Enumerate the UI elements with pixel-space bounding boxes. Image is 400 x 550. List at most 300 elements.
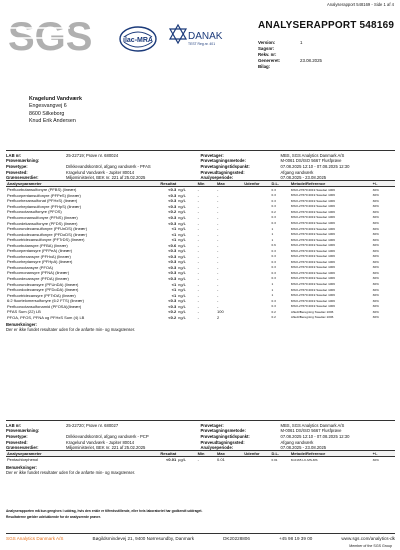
- info-label: LAB nr:: [6, 422, 22, 428]
- table-cell: ng/L: [178, 259, 186, 265]
- table-cell: <0.3: [168, 264, 177, 270]
- column-header: Analyseparameter: [6, 451, 146, 457]
- table-cell: -: [197, 309, 199, 315]
- remarks-text: Der er ikke fundet resultater uden for de anførte min- og maxgrænser.: [6, 469, 136, 475]
- table-cell: -: [197, 253, 199, 259]
- info-row: [201, 445, 396, 451]
- table-cell: 30%: [372, 315, 379, 320]
- table-cell: Perfluordekansulfonyre (PFDS) (lineær): [7, 220, 78, 226]
- table-cell: -: [217, 298, 219, 304]
- table-cell: ng/L: [178, 209, 186, 215]
- table-cell: MSO-27670:2019 Swedac 1006: [290, 248, 335, 253]
- table-cell: <1: [171, 231, 177, 237]
- info-label: Prøveudtagningssted:: [200, 169, 245, 175]
- table-cell: Afledt/Beregning Swedac 1006: [290, 309, 334, 314]
- table-cell: 0.3: [271, 270, 276, 275]
- table-cell: 30%: [372, 204, 379, 209]
- table-cell: -: [197, 275, 199, 281]
- info-label: Prøvetagningsmetode:: [200, 158, 246, 164]
- info-label: Prøvested:: [6, 169, 28, 175]
- danak-logo: [166, 25, 224, 55]
- table-cell: <0.3: [168, 248, 177, 254]
- sample-section-2: [6, 420, 395, 475]
- table-cell: MSO-27670:2019 Swedac 1006: [290, 282, 335, 287]
- table-cell: ng/L: [178, 309, 186, 315]
- info-value: Drikkevandskontrol, afgang vandværk - PCP: [66, 433, 149, 439]
- table-cell: -: [197, 242, 199, 248]
- table-cell: -: [197, 287, 199, 293]
- table-cell: 1: [271, 226, 274, 231]
- info-label: Prøvetagningstidspunkt:: [200, 433, 250, 439]
- table-cell: MSO-27670:2019 Swedac 1006: [290, 270, 335, 275]
- info-value: Kragelund Vandværk - Jupiter 80014: [66, 169, 135, 175]
- info-row: [201, 175, 396, 181]
- table-cell: Perfluoroctansulfonamid (PFOSA)(lineær): [7, 303, 82, 309]
- table-cell: <1: [171, 226, 177, 232]
- table-cell: MSO-27670:2019 Swedac 1006: [290, 221, 335, 226]
- address-line: 8600 Silkeborg: [29, 110, 65, 117]
- danak-logo-text: DANAK: [188, 31, 223, 42]
- table-cell: -: [217, 220, 219, 226]
- table-cell: [243, 315, 270, 321]
- column-header: +/-: [372, 181, 395, 187]
- table-cell: ng/L: [178, 292, 186, 298]
- table-cell: <0.3: [168, 198, 177, 204]
- info-value: 07.08.2025 12:10 - 07.08.2025 12:30: [280, 433, 350, 439]
- table-cell: -: [217, 226, 219, 232]
- table-cell: -: [197, 237, 199, 243]
- info-value: Miljøministeriet, BEK nr. 221 af 25.02.2025: [66, 175, 146, 181]
- table-cell: 30%: [372, 198, 379, 203]
- meta-label: Rekv. nr:: [258, 51, 277, 57]
- table-cell: 30%: [372, 193, 379, 198]
- meta-value: 1: [300, 39, 303, 45]
- table-cell: 30%: [372, 237, 379, 242]
- column-header: Max: [216, 181, 243, 187]
- info-label: Grænseværdier:: [6, 175, 39, 181]
- table-cell: -: [217, 237, 219, 243]
- ilac-mra-logo: [118, 25, 158, 57]
- table-cell: <0.3: [168, 303, 177, 309]
- footer-address: Bøgildsmindevej 21, 9400 Nørresundby, Danmark: [92, 535, 195, 541]
- sample-info: [6, 150, 395, 180]
- table-cell: <0.2: [168, 309, 177, 315]
- footer-web[interactable]: www.sgs.com/analytics-dk: [341, 535, 395, 541]
- remarks-title: Bemærkninger:: [6, 464, 37, 470]
- table-cell: Perfluortridecansyre (PFTrDA) (lineær): [7, 292, 76, 298]
- table-cell: Perfluordecansyre (PFDA) (lineær): [7, 275, 69, 281]
- table-cell: ng/L: [178, 220, 186, 226]
- table-cell: MSO-27670:2019 Swedac 1006: [290, 276, 335, 281]
- sgs-logo-text: SGS: [8, 15, 93, 59]
- table-cell: ng/L: [178, 287, 186, 293]
- table-cell: MSO-27670:2019 Swedac 1006: [290, 298, 335, 303]
- address-line: Engesvangvej 6: [29, 103, 67, 110]
- table-cell: 0.3: [271, 248, 276, 253]
- table-cell: <1: [171, 237, 177, 243]
- table-cell: -: [197, 226, 199, 232]
- table-cell: ng/L: [178, 198, 186, 204]
- column-header: +/-: [372, 451, 395, 457]
- table-cell: ng/L: [178, 275, 186, 281]
- table-cell: <0.01: [166, 457, 177, 463]
- table-cell: -: [197, 314, 199, 320]
- info-label: Prøvetype:: [6, 433, 28, 439]
- table-cell: -: [197, 248, 199, 254]
- table-cell: PFOA, PFOS, PFNA og PFHxS Sum (4) LB: [7, 314, 85, 320]
- table-cell: 2: [217, 314, 220, 320]
- table-cell: <0.3: [168, 253, 177, 259]
- info-value: 07.08.2025 - 23.08.2025: [280, 445, 327, 451]
- table-cell: Perfluordodecansyre (PFDoDA) (lineær): [7, 287, 79, 293]
- table-cell: <0.3: [168, 270, 177, 276]
- table-cell: ng/L: [178, 281, 186, 287]
- column-header: Metode/Reference: [290, 451, 372, 457]
- table-cell: <1: [171, 281, 177, 287]
- table-cell: µg/L: [178, 457, 187, 463]
- info-label: Grænseværdier:: [6, 445, 39, 451]
- table-row: [6, 457, 395, 463]
- info-label: Prøvested:: [6, 439, 28, 445]
- meta-label: Bilag:: [258, 64, 271, 70]
- table-cell: Perfluornonansulfonyre (PFNS) (lineær): [7, 214, 78, 220]
- table-cell: ng/L: [178, 237, 186, 243]
- footer-cvr: DK20228806: [223, 535, 250, 541]
- info-value: Miljøministeriet, BEK nr. 221 af 25.02.2025: [66, 445, 146, 451]
- table-cell: -: [197, 264, 199, 270]
- table-cell: <1: [171, 287, 177, 293]
- info-label: Prøvemærkning:: [6, 158, 40, 164]
- footnote: Resultaterne gælder udelukkende for de analyserede prøver.: [6, 514, 101, 519]
- table-cell: MSO-27670:2019 Swedac 1006: [290, 287, 335, 292]
- danak-logo-subtext: TEST Reg.nr. 401: [188, 42, 216, 46]
- table-cell: Perfluoroctansyre (PFOA): [7, 264, 54, 270]
- table-cell: -: [217, 214, 219, 220]
- report-title: ANALYSERAPPORT 548169: [258, 20, 395, 31]
- table-cell: <0.3: [168, 203, 177, 209]
- table-cell: -: [217, 248, 219, 254]
- table-cell: <0.3: [168, 192, 177, 198]
- table-cell: Afledt/Beregning Swedac 1006: [290, 315, 334, 320]
- table-cell: ng/L: [178, 242, 186, 248]
- table-cell: <0.3: [168, 259, 177, 265]
- table-cell: ng/L: [178, 270, 186, 276]
- table-cell: MSO-27670:2019 Swedac 1006: [290, 198, 335, 203]
- table-cell: MSO-27670:2019 Swedac 1006: [290, 254, 335, 259]
- table-cell: 30%: [372, 254, 379, 259]
- table-cell: -: [197, 259, 199, 265]
- table-cell: PFAS Sum (22) LB: [7, 309, 41, 315]
- table-cell: MSO-27670:2019 Swedac 1006: [290, 232, 335, 237]
- table-cell: 1: [271, 293, 274, 298]
- table-cell: Perfluorheptansyre (PFHpA) (lineær): [7, 259, 73, 265]
- table-cell: ng/L: [178, 214, 186, 220]
- table-cell: -: [217, 264, 219, 270]
- info-label: Prøveudtagningssted:: [200, 439, 245, 445]
- sgs-logo: [8, 14, 93, 60]
- table-cell: <0.6: [168, 242, 177, 248]
- meta-row: [258, 64, 322, 70]
- info-label: Prøvetager:: [200, 152, 224, 158]
- meta-label: Version:: [258, 39, 276, 45]
- remarks: [6, 465, 395, 475]
- table-cell: 0.01: [271, 457, 278, 462]
- table-cell: MSO-27670:2019 Swedac 1006: [290, 226, 335, 231]
- meta-label: Genereret:: [258, 58, 281, 64]
- table-cell: 0.3: [271, 304, 276, 309]
- table-cell: 100: [217, 309, 224, 315]
- table-cell: 0.3: [271, 193, 276, 198]
- table-cell: 0.01: [217, 457, 225, 463]
- table-cell: -: [197, 231, 199, 237]
- table-cell: 30%: [372, 221, 379, 226]
- info-value: 25-22719; Prøve nr. 680024: [66, 152, 119, 158]
- member-of-sgs: Member of the SGS Group: [349, 544, 392, 548]
- table-cell: -: [217, 192, 219, 198]
- info-label: Prøvetype:: [6, 163, 28, 169]
- table-cell: Perfluorheptansulfonyre (PFHpS) (lineær): [7, 203, 82, 209]
- table-cell: 30%: [372, 309, 379, 314]
- table-cell: -: [197, 303, 199, 309]
- table-cell: 30%: [372, 265, 379, 270]
- table-cell: <0.3: [168, 214, 177, 220]
- table-cell: <0.2: [168, 209, 177, 215]
- info-value: 07.08.2025 12:10 - 07.08.2025 12:30: [280, 163, 350, 169]
- column-header: Udenfor: [243, 451, 270, 457]
- table-cell: 0.3: [271, 259, 276, 264]
- table-cell: Perfluorpentansyre (PFPeA) (lineær): [7, 248, 73, 254]
- table-cell: -: [217, 209, 219, 215]
- table-cell: 30%: [372, 298, 379, 303]
- remarks: [6, 322, 395, 332]
- ilac-logo-text: ilac-MRA: [123, 37, 153, 44]
- table-cell: -: [217, 287, 219, 293]
- info-value: 07.08.2025 - 23.08.2025: [280, 175, 327, 181]
- table-cell: -: [197, 270, 199, 276]
- info-value: MBS, SGS Analytics Danmark A/S: [280, 422, 345, 428]
- table-cell: 0.3: [271, 187, 276, 192]
- table-cell: -: [197, 457, 199, 463]
- recipient-name: Kragelund Vandværk: [29, 96, 82, 102]
- table-cell: ng/L: [178, 187, 186, 193]
- table-cell: -: [197, 209, 199, 215]
- table-cell: MSO-27670:2019 Swedac 1006: [290, 243, 335, 248]
- table-cell: 0.2: [271, 309, 276, 314]
- column-header: Max: [216, 451, 243, 457]
- table-cell: <0.3: [168, 298, 177, 304]
- page-footer: [6, 533, 395, 541]
- table-cell: -: [197, 281, 199, 287]
- meta-value: 23.08.2025: [300, 58, 322, 64]
- table-cell: -: [217, 270, 219, 276]
- table-cell: 0.3: [271, 204, 276, 209]
- table-cell: MSO-27670:2019 Swedac 1006: [290, 259, 335, 264]
- table-cell: ng/L: [178, 203, 186, 209]
- column-header: Min: [197, 181, 216, 187]
- table-cell: 30%: [372, 248, 379, 253]
- table-cell: 0.3: [271, 215, 276, 220]
- table-cell: ng/L: [178, 314, 186, 320]
- sample-info-right: [201, 423, 396, 451]
- table-cell: MSO-27670:2019 Swedac 1006: [290, 187, 335, 192]
- table-cell: Perfluortridecansulfonyre (PFTrDS) (lineær): [7, 237, 85, 243]
- table-cell: 30%: [372, 276, 379, 281]
- table-cell: Perfluorundecansyre (PFUnDA) (lineær): [7, 281, 79, 287]
- table-cell: 30%: [372, 243, 379, 248]
- meta-row: [258, 58, 322, 64]
- column-header: Min: [197, 451, 216, 457]
- table-cell: 0.6: [271, 243, 276, 248]
- table-cell: -: [197, 214, 199, 220]
- table-cell: 0.3: [271, 298, 276, 303]
- table-cell: -: [217, 203, 219, 209]
- remarks-title: Bemærkninger:: [6, 322, 37, 328]
- sample-info-left: [6, 153, 201, 181]
- table-cell: Perfluorbutansulfonyre (PFBS) (lineær): [7, 187, 77, 193]
- table-cell: Perfluorpentansulfonyre (PFPeS) (lineær): [7, 192, 81, 198]
- table-cell: ng/L: [178, 248, 186, 254]
- table-cell: Perfluorhexansyre (PFHxA) (lineær): [7, 253, 71, 259]
- info-label: Analyseperiode:: [200, 175, 234, 181]
- info-value: Kragelund Vandværk - Jupiter 80014: [66, 439, 135, 445]
- table-cell: 30%: [372, 215, 379, 220]
- info-value: Afgang vandværk: [280, 439, 314, 445]
- table-cell: -: [217, 292, 219, 298]
- table-cell: -: [197, 292, 199, 298]
- table-cell: <1: [171, 292, 177, 298]
- table-cell: MSO-27670:2019 Swedac 1006: [290, 215, 335, 220]
- recipient-address: [29, 96, 82, 125]
- table-cell: Pentachlorphenol: [7, 457, 39, 463]
- meta-label: Sagsnr:: [258, 45, 275, 51]
- table-cell: <0.3: [168, 220, 177, 226]
- table-cell: 30%: [372, 209, 379, 214]
- info-row: [6, 175, 201, 181]
- table-cell: -: [197, 198, 199, 204]
- table-cell: Perfluorhexansulfonat (PFHxS) (lineær): [7, 198, 78, 204]
- table-cell: MSO-27670:2019 Swedac 1006: [290, 304, 335, 309]
- table-cell: -: [197, 187, 199, 193]
- table-cell: <0.2: [168, 314, 177, 320]
- table-cell: -: [217, 259, 219, 265]
- table-cell: -: [217, 303, 219, 309]
- info-value: MBS, SGS Analytics Danmark A/S: [280, 152, 345, 158]
- footer-company: SGS Analytics Danmark A/S: [6, 535, 64, 541]
- info-label: Prøvetagningstidspunkt:: [200, 163, 250, 169]
- info-value: Afgang vandværk: [280, 169, 314, 175]
- table-cell: <0.3: [168, 187, 177, 193]
- sgs-logo-mark: [8, 14, 93, 60]
- table-cell: -: [217, 187, 219, 193]
- table-cell: [243, 457, 270, 463]
- table-cell: MSO-27670:2019 Swedac 1006: [290, 293, 335, 298]
- footer-phone: +45 98 19 39 00: [278, 535, 313, 541]
- sample-info: [6, 420, 395, 450]
- column-header: Metode/Reference: [290, 181, 372, 187]
- table-cell: 30%: [372, 287, 379, 292]
- info-label: Analyseperiode:: [200, 445, 234, 451]
- table-cell: 30%: [372, 304, 379, 309]
- table-cell: -: [217, 231, 219, 237]
- table-cell: 30%: [372, 457, 379, 462]
- table-cell: 0.3: [271, 276, 276, 281]
- table-cell: MSO-27670:2019 Swedac 1006: [290, 204, 335, 209]
- info-label: LAB nr:: [6, 152, 22, 158]
- table-cell: Perfluordodecansulfonyre (PFDoDS) (lineær): [7, 231, 88, 237]
- info-value: Drikkevandskontrol, afgang vandværk - PFAS: [66, 163, 151, 169]
- table-cell: 0.3: [271, 198, 276, 203]
- info-label: Prøvetager:: [200, 422, 224, 428]
- table-cell: 30%: [372, 232, 379, 237]
- table-cell: 30%: [372, 282, 379, 287]
- sample-info-left: [6, 423, 201, 451]
- table-cell: MSO-27670:2019 Swedac 1006: [290, 209, 335, 214]
- table-cell: 30%: [372, 293, 379, 298]
- info-value: M-0061 DS/ISO 5667 Flusfprøve: [280, 158, 342, 164]
- table-cell: Perfluornonansyre (PFNA) (lineær): [7, 270, 70, 276]
- column-header: Analyseparameter: [6, 181, 146, 187]
- table-cell: 0.3: [271, 265, 276, 270]
- page-reference: Analyserapport 548169 - Side 1 af 4: [326, 2, 394, 7]
- address-line: Knud Erik Andersen: [29, 117, 76, 124]
- table-cell: 6:2 fluortelomersulfonyre (6:2 FTS) (lineær): [7, 298, 84, 304]
- table-cell: M-0165 LC-MS-MS: [290, 457, 318, 462]
- sample-info-right: [201, 153, 396, 181]
- footnote: Analyserapporten må kun gengives i uddrag, hvis den enkle er tilfredsstillende, eller hvis laboratoriet har godkendt uddraget.: [6, 509, 203, 513]
- table-cell: ng/L: [178, 303, 186, 309]
- table-cell: -: [197, 298, 199, 304]
- table-cell: ng/L: [178, 231, 186, 237]
- table-cell: 1: [271, 232, 274, 237]
- info-value: M-0061 DS/ISO 5667 Flusfprøve: [280, 428, 342, 434]
- table-cell: 1: [271, 287, 274, 292]
- column-header: D.L.: [270, 181, 289, 187]
- column-header: Resultat: [146, 451, 177, 457]
- table-cell: 1: [271, 237, 274, 242]
- table-cell: ng/L: [178, 226, 186, 232]
- table-cell: -: [217, 275, 219, 281]
- table-cell: 0.3: [271, 221, 276, 226]
- table-cell: 0.3: [271, 254, 276, 259]
- table-cell: Perfluorbutansyre (PFBA) (lineær): [7, 242, 68, 248]
- table-cell: 1: [271, 282, 274, 287]
- results-table: [6, 180, 395, 320]
- info-label: Prøvemærkning:: [6, 428, 40, 434]
- table-cell: -: [217, 281, 219, 287]
- table-cell: -: [217, 253, 219, 259]
- table-cell: -: [217, 242, 219, 248]
- info-row: [6, 445, 201, 451]
- table-cell: -: [197, 192, 199, 198]
- table-cell: 30%: [372, 187, 379, 192]
- table-cell: Perfluorundecansulfonyre (PFUnDS) (lineær): [7, 226, 88, 232]
- table-cell: <0.3: [168, 275, 177, 281]
- report-meta: [258, 39, 322, 70]
- table-cell: -: [197, 203, 199, 209]
- table-cell: -: [217, 198, 219, 204]
- column-header: D.L.: [270, 451, 289, 457]
- table-cell: Perfluoroctansulfonyre (PFOS): [7, 209, 62, 215]
- table-cell: 0.2: [271, 315, 276, 320]
- table-cell: MSO-27670:2019 Swedac 1006: [290, 237, 335, 242]
- table-cell: 0.2: [271, 209, 276, 214]
- results-table: [6, 450, 395, 462]
- table-cell: ng/L: [178, 298, 186, 304]
- table-cell: MSO-27670:2019 Swedac 1006: [290, 265, 335, 270]
- table-cell: -: [197, 220, 199, 226]
- table-row: [6, 315, 395, 321]
- table-cell: 30%: [372, 270, 379, 275]
